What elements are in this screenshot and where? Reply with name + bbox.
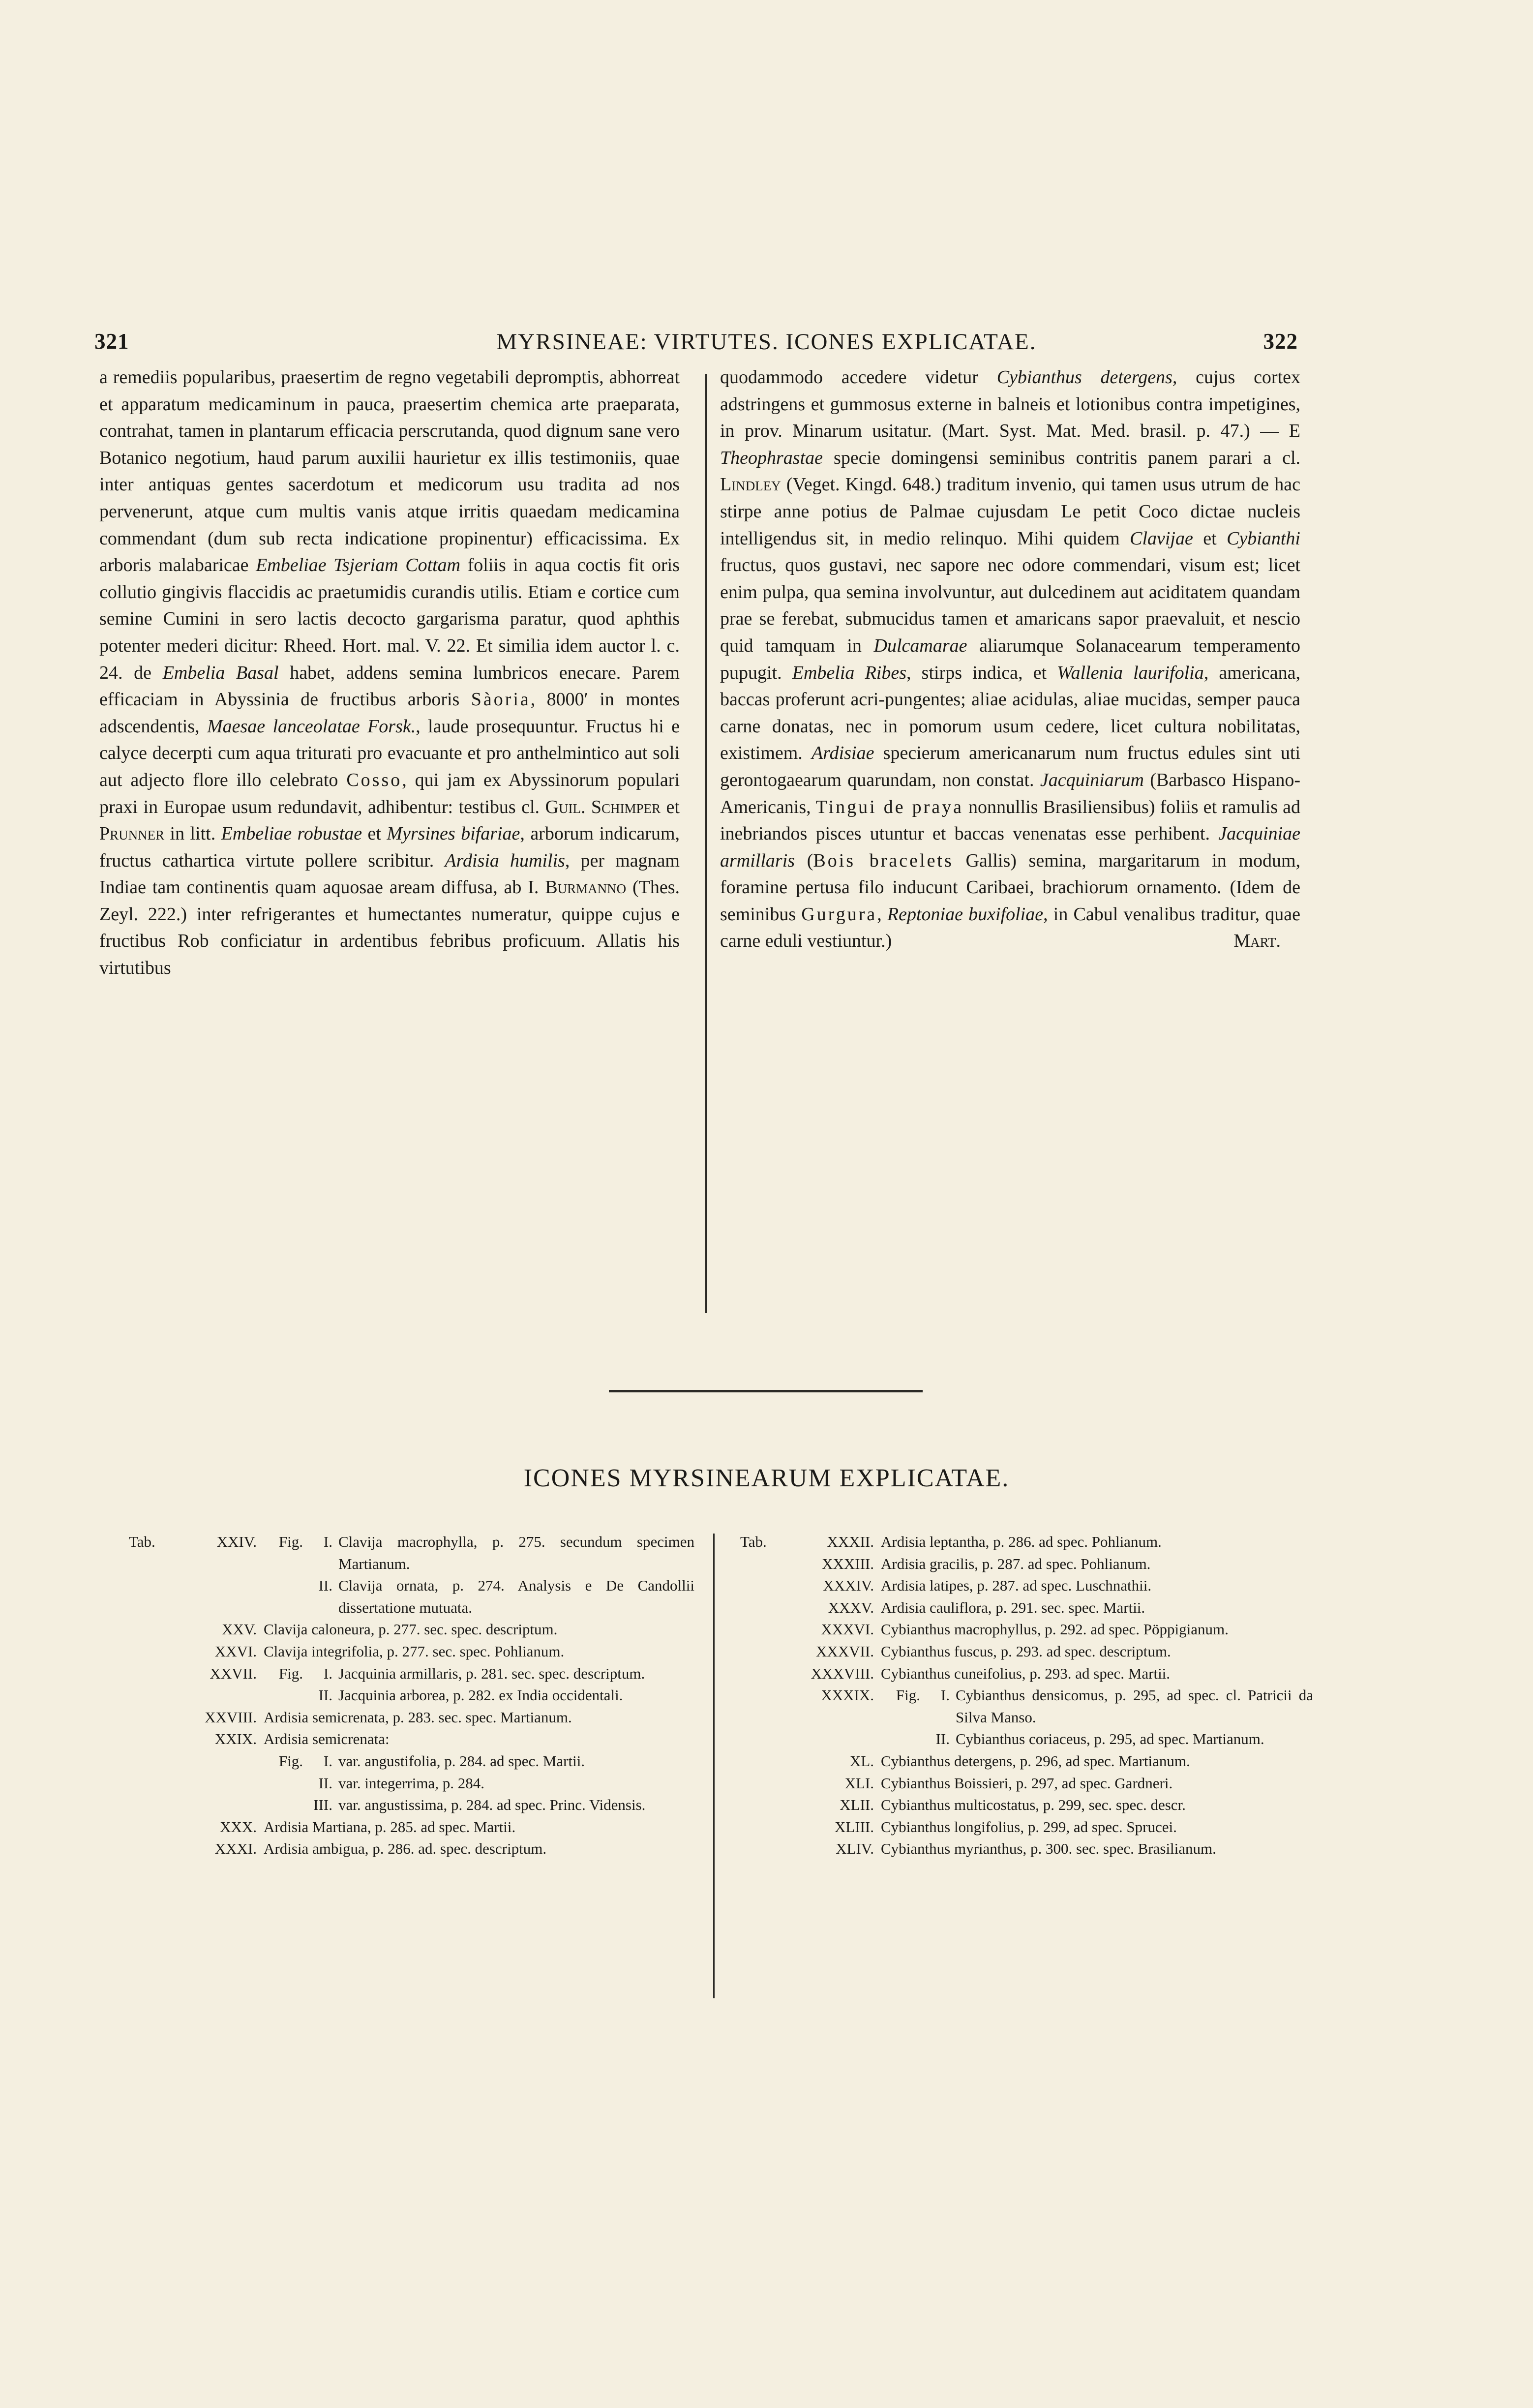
right-paragraph: quodammodo accedere videtur Cybianthus detergens, cujus cortex adstringens et gummosus externe in balneis et lotionibus contra impetigines, in prov. Minarum usitatur. (Mart. Syst. Mat. Med. brasil. p. 47.) — E Theophrastae specie domingensi seminibus contritis panem parari a cl. Lindley (Veget. Kingd. 648.) traditum invenio, qui tamen usus utrum de hac stirpe anne potius de Palmae cujusdam Le petit Coco dictae nucleis intelligendus sit, in medio relinquo. Mihi quidem Clavijae et Cybianthi fructus, quos gustavi, nec sapore nec odore commendari, visum est; licet enim pulpa, qua semina involvuntur, aut dulcedinem aut aciditatem quandam prae se ferebat, submucidus tamen et amaricans sapor praevaluit, et nescio quid tamquam in Dulcamarae aliarumque Solanacearum temperamento pupugit. Embelia Ribes, stirps indica, et Wallenia laurifolia, americana, baccas proferunt acri-pungentes; aliae acidulas, aliae mucidas, semper pauca carne donatas, nec in pomorum usum cedere, licet cultura nobilitatas, existimem. Ardisiae specierum americanarum num fructus edules sint uti gerontogaearum quarundam, non constat. Jacquiniarum (Barbasco Hispano-Americanis, Tingui de praya nonnullis Brasiliensibus) foliis et ramulis ad inebriandos pisces utuntur et baccas venenatas esse perhibent. Jacquiniae armillaris (Bois bracelets Gallis) semina, margaritarum in modum, foramine pertusa filo inducunt Caribaei, brachiorum ornamento. (Idem de seminibus Gurgura, Reptoniae buxifoliae, in Cabul venalibus traditur, quae carne eduli vestiuntur.) Mart. bbox=[720, 364, 1300, 955]
section-title: ICONES MYRSINEARUM EXPLICATAE. bbox=[523, 1464, 1010, 1492]
plate-entry: XXVII. Fig. I. Jacquinia armillaris, p. 281. sec. spec. descriptum. bbox=[210, 1664, 645, 1682]
plate-entry: XL. Cybianthus detergens, p. 296, ad spec. Martianum. bbox=[849, 1752, 1190, 1770]
plates-list-right bbox=[740, 1531, 1313, 1860]
plate-entry: III. var. angustissima, p. 284. ad spec. Princ. Vidensis. bbox=[313, 1796, 646, 1814]
plate-entry: XXIX. Ardisia semicrenata: bbox=[214, 1730, 390, 1748]
plate-entry: XLII. Cybianthus multicostatus, p. 299, sec. spec. descr. bbox=[840, 1796, 1186, 1814]
left-text-column bbox=[99, 364, 680, 982]
plate-entry: Tab. XXXII. Ardisia leptantha, p. 286. ad spec. Pohlianum. bbox=[740, 1533, 1162, 1550]
right-text-column bbox=[720, 364, 1300, 955]
plate-entry: XXVI. Clavija integrifolia, p. 277. sec. spec. Pohlianum. bbox=[214, 1642, 565, 1660]
page-number-right: 322 bbox=[1263, 329, 1298, 354]
plate-entry: XLIII. Cybianthus longifolius, p. 299, ad spec. Sprucei. bbox=[834, 1818, 1177, 1836]
author-signature: Mart. bbox=[1233, 931, 1281, 952]
plate-entry: Fig. I. var. angustifolia, p. 284. ad spec. Martii. bbox=[278, 1752, 585, 1770]
plate-entry: XXXVII. Cybianthus fuscus, p. 293. ad spec. descriptum. bbox=[816, 1642, 1171, 1660]
plate-entry: XXXIV. Ardisia latipes, p. 287. ad spec. Luschnathii. bbox=[823, 1577, 1152, 1595]
plate-entry: Tab. XXIV. Fig. I. Clavija macrophylla, p. 275. secundum specimen Martianum. bbox=[129, 1533, 694, 1572]
plate-entry: XLI. Cybianthus Boissieri, p. 297, ad spec. Gardneri. bbox=[844, 1774, 1173, 1792]
plates-list-left bbox=[129, 1531, 694, 1860]
plate-entry: XXXI. Ardisia ambigua, p. 286. ad. spec. descriptum. bbox=[214, 1840, 547, 1858]
plates-divider bbox=[713, 1534, 715, 1998]
running-title: MYRSINEAE: VIRTUTES. ICONES EXPLICATAE. bbox=[496, 329, 1037, 355]
plate-entry: II. Jacquinia arborea, p. 282. ex India occidentali. bbox=[318, 1686, 623, 1704]
plate-entry: II. Cybianthus coriaceus, p. 295, ad spec. Martianum. bbox=[935, 1730, 1264, 1748]
plate-entry: II. Clavija ornata, p. 274. Analysis e De Candollii dissertatione mutuata. bbox=[318, 1577, 694, 1616]
page-number-left: 321 bbox=[94, 329, 129, 354]
section-separator bbox=[609, 1390, 923, 1392]
plate-entry: XXXIX. Fig. I. Cybianthus densicomus, p. 295, ad spec. cl. Patricii da Silva Manso. bbox=[821, 1686, 1313, 1726]
plate-entry: XXV. Clavija caloneura, p. 277. sec. spec. descriptum. bbox=[222, 1621, 558, 1638]
plate-entry: XXXIII. Ardisia gracilis, p. 287. ad spec. Pohlianum. bbox=[822, 1555, 1151, 1572]
plate-entry: XXXVI. Cybianthus macrophyllus, p. 292. ad spec. Pöppigianum. bbox=[821, 1621, 1229, 1638]
plate-entry: XXX. Ardisia Martiana, p. 285. ad spec. Martii. bbox=[220, 1818, 516, 1836]
plate-entry: XXXVIII. Cybianthus cuneifolius, p. 293. ad spec. Martii. bbox=[811, 1664, 1171, 1682]
plate-entry: XXVIII. Ardisia semicrenata, p. 283. sec. spec. Martianum. bbox=[205, 1708, 572, 1726]
plate-entry: XXXV. Ardisia cauliflora, p. 291. sec. spec. Martii. bbox=[828, 1598, 1145, 1616]
plate-entry: XLIV. Cybianthus myrianthus, p. 300. sec. spec. Brasilianum. bbox=[836, 1840, 1216, 1858]
column-divider bbox=[705, 374, 707, 1313]
left-paragraph: a remediis popularibus, praesertim de regno vegetabili depromptis, abhorreat et apparatum medicaminum in pauca, praesertim chemica arte praeparata, contrahat, tamen in plantarum efficacia perscrutanda, quod dignum sane vero Botanico negotium, haud parum auxilii haurietur ex illis testimoniis, quae inter antiquas gentes sacerdotum et medicorum usu tradita ad nos pervenerunt, atque cum multis vanis atque irritis quaedam medicamina commendant (dum sub recta indicatione propinentur) efficacissima. Ex arboris malabaricae Embeliae Tsjeriam Cottam foliis in aqua coctis fit oris collutio gingivis flaccidis ac praetumidis curandis utilis. Etiam e cortice cum semine Cumini in sero lactis decocto gargarisma paratur, quod aphthis potenter mederi dicitur: Rheed. Hort. mal. V. 22. Et similia idem auctor l. c. 24. de Embelia Basal habet, addens semina lumbricos enecare. Parem efficaciam in Abyssinia de fructibus arboris Sàoria, 8000′ in montes adscendentis, Maesae lanceolatae Forsk., laude prosequuntur. Fructus hi e calyce decerpti cum aqua triturati pro evacuante et pro anthelmintico aut soli aut adjecto flore illo celebrato Cosso, qui jam ex Abyssinorum populari praxi in Europae usum redundavit, adhibentur: testibus cl. Guil. Schimper et Prunner in litt. Embeliae robustae et Myrsines bifariae, arborum indicarum, fructus cathartica virtute pollere scribitur. Ardisia humilis, per magnam Indiae tam continentis quam aquosae aream diffusa, ab I. Burmanno (Thes. Zeyl. 222.) inter refrigerantes et humectantes numeratur, quippe cujus e fructibus Rob conficiatur in ardentibus febribus proficuum. Allatis his virtutibus bbox=[99, 367, 680, 979]
plate-entry: II. var. integerrima, p. 284. bbox=[318, 1774, 484, 1792]
